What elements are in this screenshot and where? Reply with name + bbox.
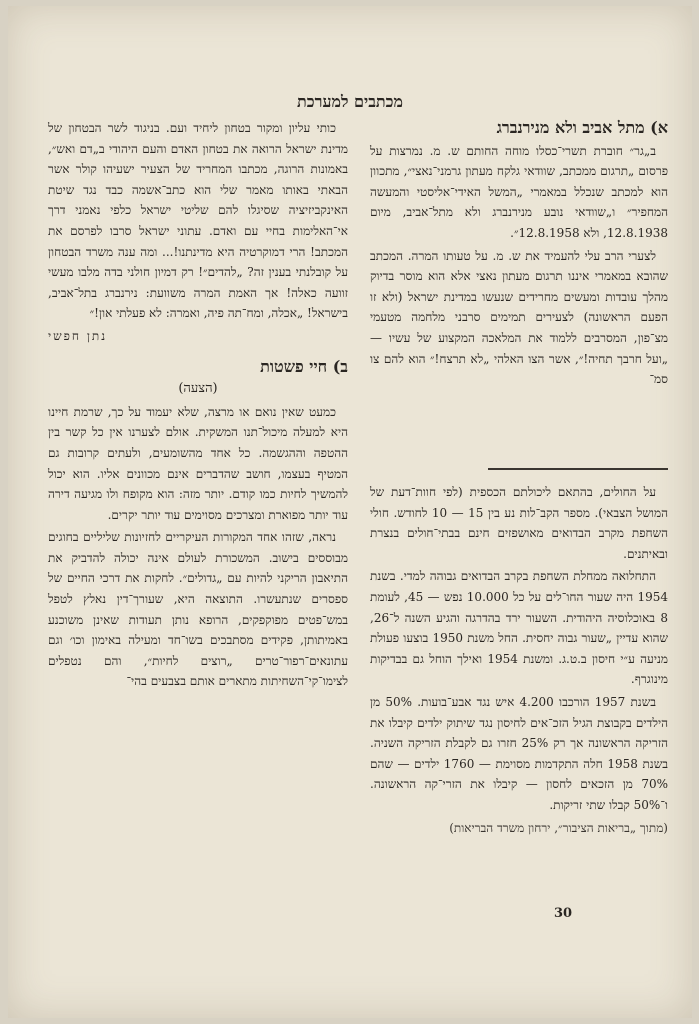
article-c-paragraph: בשנת 1957 הורכבו 4.200 איש נגד אבע־בועות. 50% מן הילדים בקבוצת הגיל הזכ־אים לחיסון נגד שיתוק ילדים קיבלו את הזריקה הראשונה אך רק 25% חזרו גם לקבלת הזריקה השניה. בשנת 1958 חלה התקדמות מסוימת — 1760 ילדים — שהם 70% מן הזכאים לחסון — קיבלו את הזרי־קה הראשונה. ו־50% קבלו שתי זריקות. [370, 694, 668, 812]
article-c [370, 482, 668, 840]
author-signature: נתן חפשי [48, 328, 108, 343]
article-a-title: א) מתל אביב ולא מנירנברג [496, 118, 668, 137]
page-number: 30 [554, 906, 573, 921]
article-b-paragraph: נראה, שזהו אחד המקורות העיקריים לחזיונות שליליים בחוגים מבוססים בישוב. המשכורת לעולם אינה יכולה להדביק את התיאבון הריקני להיות עם „גדולים״. לחקות את דרכי החיים של ספסרים שנתעשרו. התוצאה היא, שעורך־דין נאלץ לטפל במש־פטים מפוקפקים, הרופא נותן תעודות שאינן משוכנע באמיתותן, פקידים מסתבכים בשו־חד ומעילה באימון וכו׳ וגם עתונאים־רפור־טרים „רוצים לחיות״, והם נטפלים לצימו־קי־השחיתות מתארים אותם בצבעים בהי־ [48, 530, 348, 689]
document-page [8, 6, 692, 1018]
article-c-paragraph: על החולים, בהתאם ליכולתם הכספית (לפי חוות־דעת של המושל הצבאי). מספר הקב־לות נע בין 15 — 10 לחודש. חולי השחפת מקרב הבדואים מאושפזים חינם בבתי־חולים בנצרת ובאיתנים. [370, 485, 668, 561]
article-a-paragraph: לצערי הרב עלי להעמיד את ש. מ. על טעותו המרה. המכתב שהובא במאמרי איננו תרגום מעתון נאצי אלא הוא מוסר בדיוק מהלך עובדות ומעשים מחרידים שנעשו במדינת ישראל (ולא זו הפעם הראשונה) לצעירים תמימים סרבני מלחמה מטעמי מצ־פון, המסרבים ללמוד את המלאכה המקצוע של עשיו — „ועל חרבך תחיה!״, אשר הצו האלהי „לא תרצח!״ הוא להם צו סמ־ [370, 248, 668, 387]
article-a [370, 118, 668, 392]
article-c-source: (מתוך „בריאות הציבור״, ירחון משרד הבריאות) [449, 820, 668, 835]
page-header: מכתבים למערכת [297, 92, 403, 111]
article-c-paragraph: התחלואה ממחלת השחפת בקרב הבדואים גבוהה למדי. בשנת 1954 היה שעור החו־לים על כל 10.000 נפש — 45, לעומת 8 באוכלוסיה היהודית. השעור ירד בהדרגה והגיע השנה ל־26, שהוא עדיין „שעור גבוה יחסית. החל משנת 1950 בוצעו פעולת מניעה ע״י חיסון ב.ט.ג. ומשנת 1954 ואילך הוחל גם בבדיקות מינוגרף. [370, 569, 668, 687]
article-a-paragraph: ב„גר״ חוברת תשרי־כסלו מוחה החותם ש. מ. נמרצות על פרסום „תרגום ממכתב, שוודאי גלקח מעתון גרמני־נאצי״, מתכוון הוא למכתב שנכלל במאמרי „המשל האידי־אליסטי והמעשה המחפיר״ ו„שוודאי נובע מנירנברג ולא מתל־אביב, מיום 12.8.1938, ולא 12.8.1958״. [370, 143, 668, 240]
article-b-title: ב) חיי פשטות [260, 356, 348, 376]
article-a-continuation: כותי עליון ומקור בטחון ליחיד ועם. בניגוד לשר הבטחון של מדינת ישראל הרואה את בטחון האדם והעם היהודי ב„דם ואש״, באמונות הרוגה, מכתבו המחריד של הצעיר ישעיהו קולר אשר הבאתי באותו מאמר שלי הוא כתב־אשמה כבד נגד שיטת האינקביזיציה שסיגלו להם שליטי ישראל כלפי נאמני דרך אי־האלימות בחיי עם ואדם. עתוני ישראל סרבו לפרסם את המכתב! הרי דמוקרטיה היא מדינתנו!... ומה ענה משרד הבטחון על קובלנתי בענין זה? „להדים״! רק דמיון חולני בדה מלבו מעשי זוועה כאלה! אך האמת המרה משוועת: נירנברג בתל־אביב, בישראל! „אכלה, ומח־תה פיה, ואמרה: לא פעלתי און!״ [48, 121, 348, 321]
section-divider [488, 468, 668, 470]
article-b-subtitle: (הצעה) [178, 381, 218, 397]
article-b-paragraph: כמעט שאין נואם או מרצה, שלא יעמוד על כך, שרמת חיינו היא למעלה מיכול־תנו המשקית. אולם לצערנו אין כל קשר בין ההטפה וההגשמה. כל אחד מהשומעים, ולעתים קרובות גם המטיף בעצמו, חושב שהדברים אינם מכוונים אליו. הוא יכול להמשיך לחיות כמו קודם. יותר מזה: הוא מקופח ולו מגיעה דירה עוד יותר מפוארת ומצרכים מסוימים עוד יותר יקרים. [48, 404, 348, 522]
left-column [48, 118, 348, 694]
